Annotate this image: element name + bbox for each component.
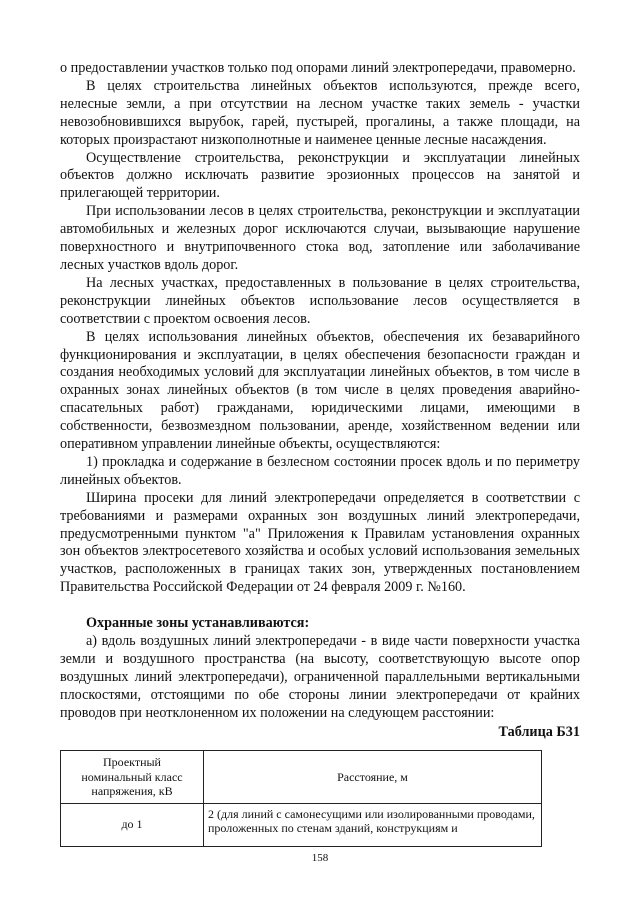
section-heading: Охранные зоны устанавливаются: [86,615,310,632]
table-cell: 2 (для линий с самонесущими или изолированными проводами, проложенных по стенам зданий, конструкциям и [204,803,542,846]
paragraph: а) вдоль воздушных линий электропередачи - в виде части поверхности участка земли и воздушного пространства (на высоту, соответствующую высоте опор воздушных линий электропередачи), ограниченной параллельными вертикальными плоскостями, отстоящими по обе стороны линии электропередачи от крайних проводов при неотклоненном их положении на следующем расстоянии: [60,633,580,721]
paragraph: 1) прокладка и содержание в безлесном состоянии просек вдоль и по периметру линейных объектов. [60,453,580,488]
paragraph: При использовании лесов в целях строительства, реконструкции и эксплуатации автомобильных и железных дорог исключаются случаи, вызывающие нарушение поверхностного и внутрипочвенного стока вод, затопление или заболачивание лесных участков вдоль дорог. [60,203,580,273]
paragraph: В целях строительства линейных объектов используются, прежде всего, нелесные земли, а при отсутствии на лесном участке таких земель - участки невозобновившихся вырубок, гарей, пустырей, прогалины, а также площади, на которых произрастают низкополнотные и наименее ценные лесные насаждения. [60,77,580,148]
table-row [61,803,542,846]
paragraph: Ширина просеки для линий электропередачи определяется в соответствии с требованиями и размерами охранных зон воздушных линий электропередачи, предусмотренными пунктом "а" Приложения к Правилам установления охранных зон объектов электросетевого хозяйства и особых условий использования земельных участков, расположенных в границах таких зон, утвержденных постановлением Правительства Российской Федерации от 24 февраля 2009 г. №160. [60,489,580,596]
table-header-cell: Проектный номинальный класс напряжения, кВ [61,751,204,804]
table-header-cell: Расстояние, м [204,751,542,804]
table-caption: Таблица Б31 [498,723,580,740]
table-header-row [61,751,542,804]
paragraph: Осуществление строительства, реконструкции и эксплуатации линейных объектов должно исключать развитие эрозионных процессов на занятой и прилегающей территории. [60,149,580,202]
body-text [60,60,580,742]
distance-table [60,750,542,847]
paragraph: На лесных участках, предоставленных в пользование в целях строительства, реконструкции линейных объектов использование лесов осуществляется в соответствии с проектом освоения лесов. [60,274,580,327]
page-number: 158 [311,852,329,864]
table-cell: до 1 [61,803,204,846]
paragraph: о предоставлении участков только под опорами линий электропередачи, правомерно. [60,60,576,76]
paragraph: В целях использования линейных объектов, обеспечения их безаварийного функционирования и эксплуатации, в целях обеспечения безопасности граждан и создания необходимых условий для эксплуатации линейных объектов, в том числе в охранных зонах линейных объектов (в том числе в целях проведения аварийно-спасательных работ) гражданами, юридическими лицами, имеющими в собственности, безвозмездном пользовании, аренде, хозяйственном ведении или оперативном управлении линейные объекты, осуществляются: [60,328,580,453]
